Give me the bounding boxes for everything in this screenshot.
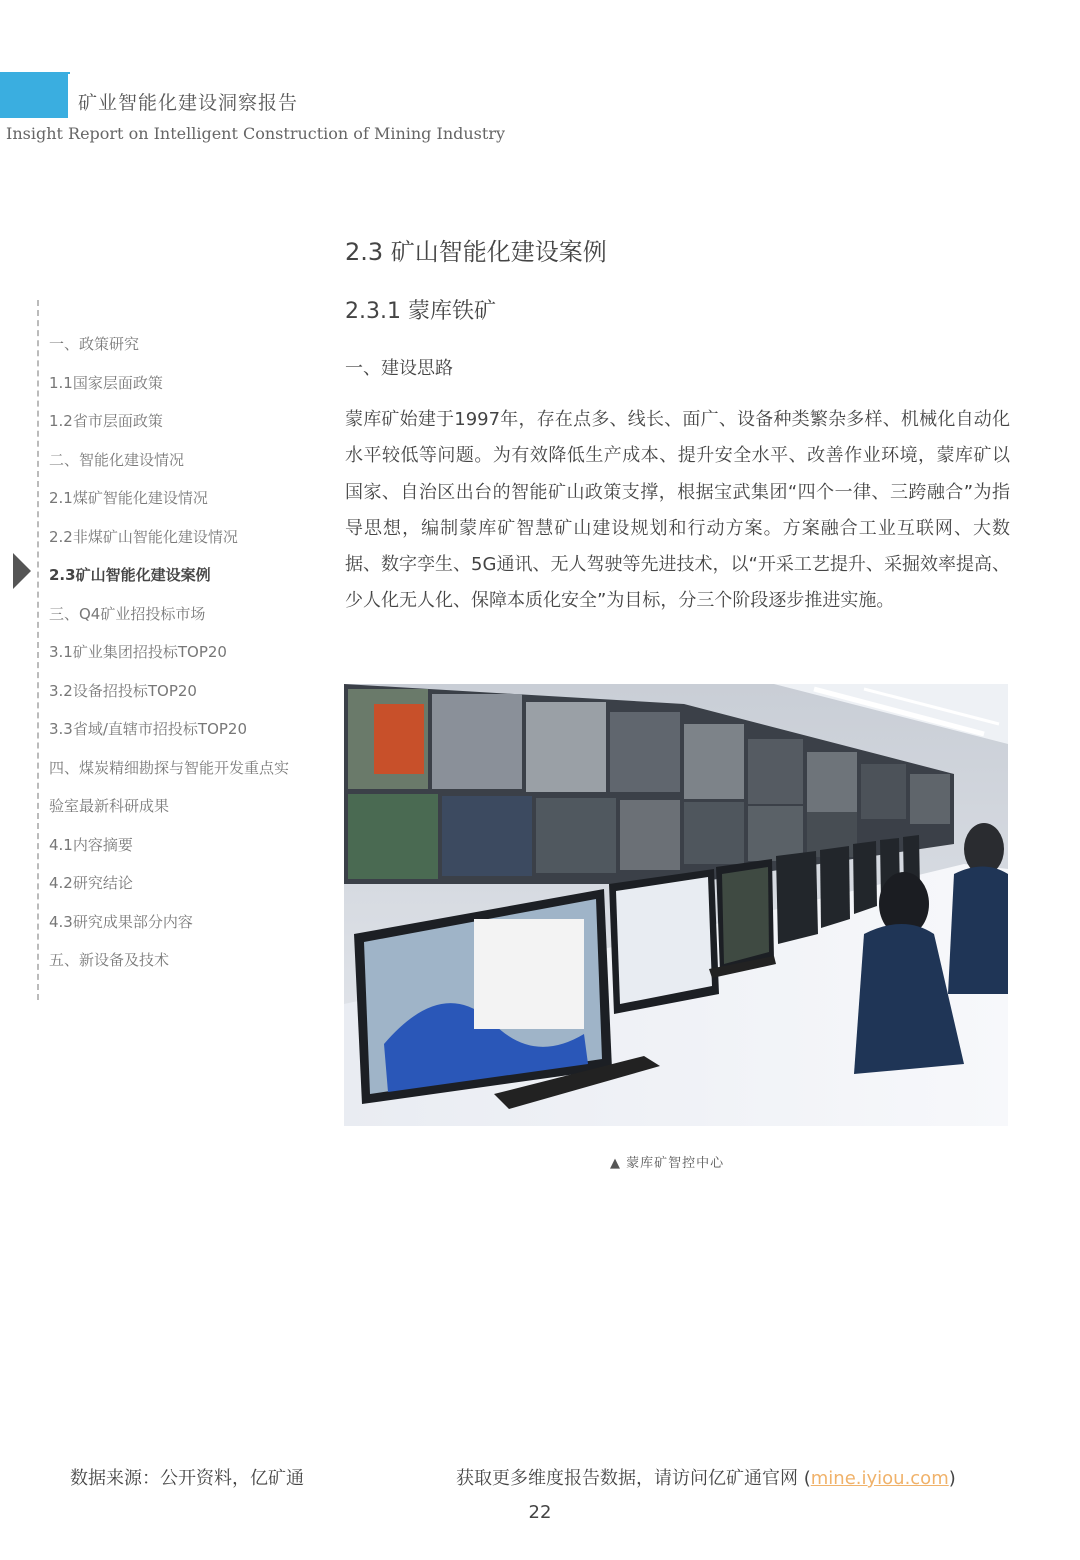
toc-item[interactable]: 4.1内容摘要 — [49, 835, 133, 854]
toc-item[interactable]: 验室最新科研成果 — [49, 797, 170, 815]
page-number: 22 — [528, 1502, 552, 1523]
website-note-suffix: ) — [948, 1468, 956, 1489]
section-title: 2.3 矿山智能化建设案例 — [345, 238, 607, 266]
toc-item[interactable]: 3.1矿业集团招投标TOP20 — [49, 643, 227, 661]
table-of-contents — [49, 330, 319, 985]
website-note — [456, 1464, 956, 1490]
toc-item[interactable]: 2.2非煤矿山智能化建设情况 — [49, 527, 238, 546]
toc-item[interactable]: 4.2研究结论 — [49, 874, 133, 892]
toc-item[interactable]: 3.2设备招投标TOP20 — [49, 681, 197, 700]
toc-item[interactable]: 1.2省市层面政策 — [49, 412, 163, 430]
data-source-note: 数据来源：公开资料，亿矿通 — [70, 1468, 304, 1489]
website-link[interactable]: mine.iyiou.com — [810, 1468, 949, 1489]
subsection-title: 2.3.1 蒙库铁矿 — [345, 299, 496, 324]
toc-current-marker-icon — [13, 553, 31, 589]
toc-item[interactable]: 四、煤炭精细勘探与智能开发重点实 — [49, 758, 290, 777]
website-note-prefix: 获取更多维度报告数据，请访问亿矿通官网 ( — [456, 1468, 811, 1489]
toc-item[interactable]: 三、Q4矿业招投标市场 — [49, 604, 206, 623]
control-center-illustration — [344, 684, 1008, 1126]
toc-item[interactable]: 1.1国家层面政策 — [49, 373, 163, 392]
toc-item[interactable]: 4.3研究成果部分内容 — [49, 912, 193, 931]
toc-item[interactable]: 二、智能化建设情况 — [49, 450, 185, 469]
toc-item[interactable]: 一、政策研究 — [49, 335, 140, 353]
toc-item[interactable]: 五、新设备及技术 — [49, 951, 170, 969]
report-subtitle: Insight Report on Intelligent Construction of Mining Industry — [6, 124, 505, 143]
toc-item-active[interactable]: 2.3矿山智能化建设案例 — [49, 566, 211, 584]
photo-caption: ▲ 蒙库矿智控中心 — [610, 1156, 725, 1171]
toc-item[interactable]: 3.3省域/直辖市招投标TOP20 — [49, 720, 248, 738]
header-accent-block — [0, 74, 68, 118]
report-title: 矿业智能化建设洞察报告 — [78, 92, 299, 114]
control-center-photo — [344, 684, 1008, 1126]
toc-item[interactable]: 2.1煤矿智能化建设情况 — [49, 489, 208, 507]
body-paragraph: 蒙库矿始建于1997年，存在点多、线长、面广、设备种类繁杂多样、机械化自动化水平较低等问题。为有效降低生产成本、提升安全水平、改善作业环境，蒙库矿以国家、自治区出台的智能矿山政策支撑，根据宝武集团“四个一律、三跨融合”为指导思想，编制蒙库矿智慧矿山建设规划和行动方案。方案融合工业互联网、大数据、数字孪生、5G通讯、无人驾驶等先进技术，以“开采工艺提升、采掘效率提高、少人化无人化、保障本质化安全”为目标，分三个阶段逐步推进实施。 — [345, 409, 1010, 612]
part-title: 一、建设思路 — [345, 358, 453, 379]
toc-divider — [37, 300, 39, 1000]
